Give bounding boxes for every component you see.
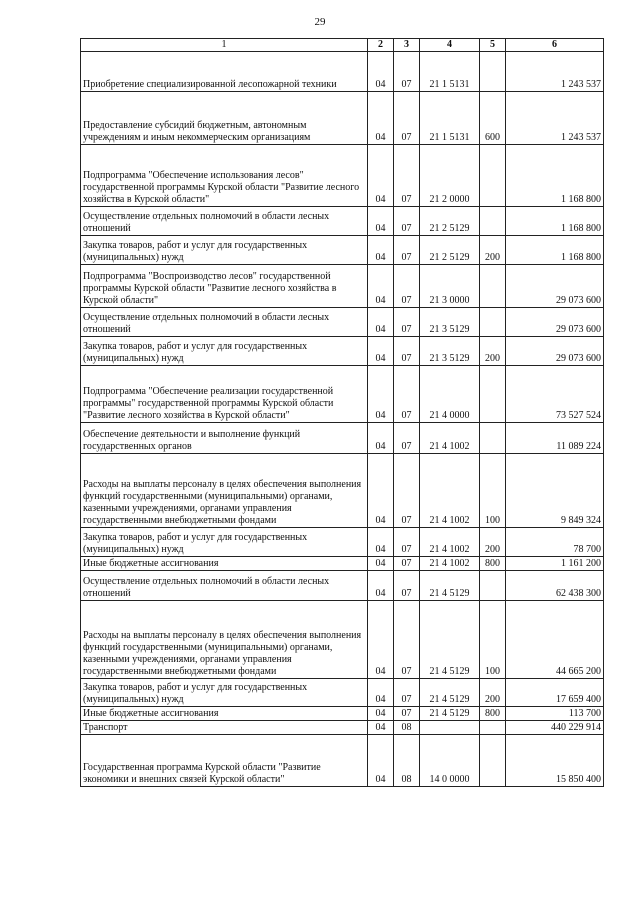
row-amount: 15 850 400 (506, 735, 604, 787)
row-amount: 1 168 800 (506, 236, 604, 265)
row-subsection: 07 (394, 571, 420, 601)
row-amount: 1 168 800 (506, 145, 604, 207)
table-row (81, 366, 604, 423)
row-target-code: 21 4 0000 (420, 366, 480, 423)
header-col-6: 6 (506, 39, 604, 52)
row-amount: 78 700 (506, 528, 604, 557)
row-subsection: 07 (394, 92, 420, 145)
row-amount: 73 527 524 (506, 366, 604, 423)
table-row (81, 337, 604, 366)
row-amount: 1 168 800 (506, 207, 604, 236)
row-section: 04 (368, 528, 394, 557)
table-row (81, 265, 604, 308)
table-row (81, 721, 604, 735)
row-section: 04 (368, 571, 394, 601)
row-section: 04 (368, 557, 394, 571)
row-name: Иные бюджетные ассигнования (81, 557, 368, 571)
row-amount: 113 700 (506, 707, 604, 721)
table-row (81, 707, 604, 721)
row-section: 04 (368, 721, 394, 735)
row-target-code: 21 4 5129 (420, 679, 480, 707)
row-section: 04 (368, 207, 394, 236)
row-name: Осуществление отдельных полномочий в области лесных отношений (81, 207, 368, 236)
row-amount: 44 665 200 (506, 601, 604, 679)
row-expense-type: 200 (480, 337, 506, 366)
row-section: 04 (368, 236, 394, 265)
row-amount: 62 438 300 (506, 571, 604, 601)
header-col-5: 5 (480, 39, 506, 52)
row-name: Подпрограмма "Обеспечение реализации государственной программы" государственной программы Курской области "Развитие лесного хозяйства в Курской области" (81, 366, 368, 423)
row-name: Расходы на выплаты персоналу в целях обеспечения выполнения функций государственными (муниципальными) органами, казенными учреждениями, органами управления государственными внебюджетными фондами (81, 601, 368, 679)
row-target-code: 21 4 5129 (420, 571, 480, 601)
row-section: 04 (368, 52, 394, 92)
row-expense-type (480, 308, 506, 337)
header-col-4: 4 (420, 39, 480, 52)
row-expense-type (480, 145, 506, 207)
row-name: Осуществление отдельных полномочий в области лесных отношений (81, 571, 368, 601)
row-amount: 29 073 600 (506, 337, 604, 366)
row-subsection: 07 (394, 207, 420, 236)
row-expense-type: 800 (480, 557, 506, 571)
row-expense-type (480, 721, 506, 735)
row-amount: 1 243 537 (506, 52, 604, 92)
row-expense-type (480, 265, 506, 308)
row-target-code: 21 4 1002 (420, 423, 480, 454)
row-name: Закупка товаров, работ и услуг для государственных (муниципальных) нужд (81, 337, 368, 366)
row-subsection: 07 (394, 265, 420, 308)
row-amount: 9 849 324 (506, 454, 604, 528)
header-col-3: 3 (394, 39, 420, 52)
row-section: 04 (368, 423, 394, 454)
row-target-code: 21 1 5131 (420, 92, 480, 145)
row-expense-type: 100 (480, 454, 506, 528)
row-target-code: 21 2 5129 (420, 236, 480, 265)
row-subsection: 07 (394, 337, 420, 366)
row-section: 04 (368, 601, 394, 679)
row-target-code: 21 4 1002 (420, 528, 480, 557)
row-name: Приобретение специализированной лесопожарной техники (81, 52, 368, 92)
row-target-code: 21 2 5129 (420, 207, 480, 236)
row-amount: 440 229 914 (506, 721, 604, 735)
row-subsection: 07 (394, 557, 420, 571)
row-expense-type: 200 (480, 236, 506, 265)
row-target-code: 21 4 1002 (420, 557, 480, 571)
row-name: Расходы на выплаты персоналу в целях обеспечения выполнения функций государственными (муниципальными) органами, казенными учреждениями, органами управления государственными внебюджетными фондами (81, 454, 368, 528)
table-row (81, 145, 604, 207)
row-expense-type: 100 (480, 601, 506, 679)
header-col-1: 1 (81, 39, 368, 52)
row-name: Осуществление отдельных полномочий в области лесных отношений (81, 308, 368, 337)
row-section: 04 (368, 454, 394, 528)
table-row (81, 601, 604, 679)
row-section: 04 (368, 145, 394, 207)
table-row (81, 679, 604, 707)
row-subsection: 08 (394, 721, 420, 735)
row-subsection: 07 (394, 366, 420, 423)
table-row (81, 92, 604, 145)
table-row (81, 236, 604, 265)
header-col-2: 2 (368, 39, 394, 52)
table-row (81, 423, 604, 454)
table-row (81, 571, 604, 601)
row-section: 04 (368, 366, 394, 423)
row-subsection: 07 (394, 707, 420, 721)
row-name: Подпрограмма "Воспроизводство лесов" государственной программы Курской области "Развитие лесного хозяйства в Курской области" (81, 265, 368, 308)
row-expense-type: 200 (480, 679, 506, 707)
row-section: 04 (368, 265, 394, 308)
row-amount: 11 089 224 (506, 423, 604, 454)
table-row (81, 557, 604, 571)
row-section: 04 (368, 707, 394, 721)
row-subsection: 07 (394, 236, 420, 265)
row-target-code: 21 4 5129 (420, 707, 480, 721)
row-section: 04 (368, 308, 394, 337)
row-expense-type: 200 (480, 528, 506, 557)
table-row (81, 528, 604, 557)
row-subsection: 07 (394, 601, 420, 679)
table-row (81, 207, 604, 236)
row-amount: 29 073 600 (506, 308, 604, 337)
row-expense-type (480, 52, 506, 92)
row-subsection: 08 (394, 735, 420, 787)
row-expense-type (480, 571, 506, 601)
row-name: Подпрограмма "Обеспечение использования лесов" государственной программы Курской области "Развитие лесного хозяйства в Курской области" (81, 145, 368, 207)
row-target-code (420, 721, 480, 735)
row-name: Государственная программа Курской области "Развитие экономики и внешних связей Курской области" (81, 735, 368, 787)
page-number: 29 (314, 16, 326, 28)
row-target-code: 21 3 0000 (420, 265, 480, 308)
table-row (81, 454, 604, 528)
row-expense-type (480, 735, 506, 787)
row-name: Транспорт (81, 721, 368, 735)
row-name: Закупка товаров, работ и услуг для государственных (муниципальных) нужд (81, 236, 368, 265)
row-target-code: 21 4 1002 (420, 454, 480, 528)
row-target-code: 21 3 5129 (420, 308, 480, 337)
row-amount: 1 243 537 (506, 92, 604, 145)
table-row (81, 308, 604, 337)
row-section: 04 (368, 735, 394, 787)
budget-table (80, 38, 604, 787)
row-target-code: 21 1 5131 (420, 52, 480, 92)
row-section: 04 (368, 337, 394, 366)
row-subsection: 07 (394, 52, 420, 92)
row-subsection: 07 (394, 528, 420, 557)
row-subsection: 07 (394, 145, 420, 207)
header-row (81, 39, 604, 52)
row-name: Иные бюджетные ассигнования (81, 707, 368, 721)
row-section: 04 (368, 679, 394, 707)
row-subsection: 07 (394, 454, 420, 528)
row-name: Предоставление субсидий бюджетным, автономным учреждениям и иным некоммерческим организациям (81, 92, 368, 145)
row-subsection: 07 (394, 423, 420, 454)
row-target-code: 14 0 0000 (420, 735, 480, 787)
row-amount: 1 161 200 (506, 557, 604, 571)
row-target-code: 21 3 5129 (420, 337, 480, 366)
row-name: Закупка товаров, работ и услуг для государственных (муниципальных) нужд (81, 679, 368, 707)
row-expense-type (480, 366, 506, 423)
row-expense-type (480, 207, 506, 236)
row-amount: 29 073 600 (506, 265, 604, 308)
row-expense-type: 600 (480, 92, 506, 145)
row-amount: 17 659 400 (506, 679, 604, 707)
row-subsection: 07 (394, 308, 420, 337)
table-row (81, 52, 604, 92)
row-expense-type (480, 423, 506, 454)
row-name: Закупка товаров, работ и услуг для государственных (муниципальных) нужд (81, 528, 368, 557)
row-section: 04 (368, 92, 394, 145)
row-expense-type: 800 (480, 707, 506, 721)
table-row (81, 735, 604, 787)
row-name: Обеспечение деятельности и выполнение функций государственных органов (81, 423, 368, 454)
row-target-code: 21 4 5129 (420, 601, 480, 679)
row-target-code: 21 2 0000 (420, 145, 480, 207)
row-subsection: 07 (394, 679, 420, 707)
